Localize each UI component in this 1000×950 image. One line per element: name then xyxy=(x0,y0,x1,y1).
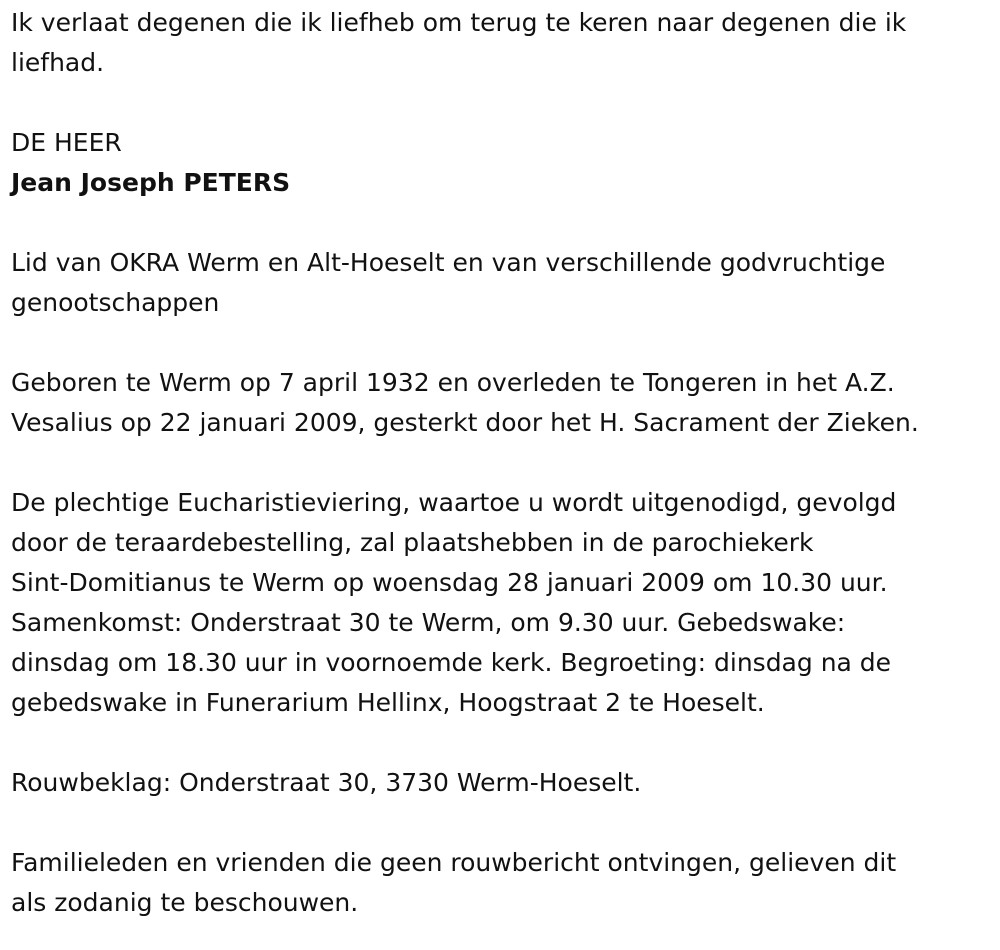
membership-line: Lid van OKRA Werm en Alt-Hoeselt en van verschillende godvruchtige xyxy=(11,248,886,277)
quote-paragraph xyxy=(11,3,991,83)
ceremony-line: door de teraardebestelling, zal plaatshebben in de parochiekerk xyxy=(11,528,814,557)
quote-line: liefhad. xyxy=(11,48,105,77)
membership-paragraph xyxy=(11,243,991,323)
ceremony-line: gebedswake in Funerarium Hellinx, Hoogstraat 2 te Hoeselt. xyxy=(11,688,765,717)
ceremony-line: Samenkomst: Onderstraat 30 te Werm, om 9.30 uur. Gebedswake: xyxy=(11,608,846,637)
condolences-paragraph xyxy=(11,763,991,803)
birth-death-paragraph xyxy=(11,363,991,443)
birth-death-line: Geboren te Werm op 7 april 1932 en overleden te Tongeren in het A.Z. xyxy=(11,368,895,397)
closing-line: Familieleden en vrienden die geen rouwbericht ontvingen, gelieven dit xyxy=(11,848,897,877)
birth-death-line: Vesalius op 22 januari 2009, gesterkt door het H. Sacrament der Zieken. xyxy=(11,408,919,437)
closing-paragraph xyxy=(11,843,991,923)
quote-line: Ik verlaat degenen die ik liefheb om terug te keren naar degenen die ik xyxy=(11,8,907,37)
obituary-notice xyxy=(11,3,991,923)
ceremony-paragraph xyxy=(11,483,991,723)
salutation-text: DE HEER xyxy=(11,128,122,157)
ceremony-line: De plechtige Eucharistieviering, waartoe u wordt uitgenodigd, gevolgd xyxy=(11,488,897,517)
deceased-name xyxy=(11,163,991,203)
condolences-line: Rouwbeklag: Onderstraat 30, 3730 Werm-Hoeselt. xyxy=(11,768,642,797)
membership-line: genootschappen xyxy=(11,288,220,317)
ceremony-line: Sint-Domitianus te Werm op woensdag 28 januari 2009 om 10.30 uur. xyxy=(11,568,888,597)
ceremony-line: dinsdag om 18.30 uur in voornoemde kerk. Begroeting: dinsdag na de xyxy=(11,648,892,677)
closing-line: als zodanig te beschouwen. xyxy=(11,888,359,917)
salutation xyxy=(11,123,991,163)
deceased-name-text: Jean Joseph PETERS xyxy=(11,168,291,197)
